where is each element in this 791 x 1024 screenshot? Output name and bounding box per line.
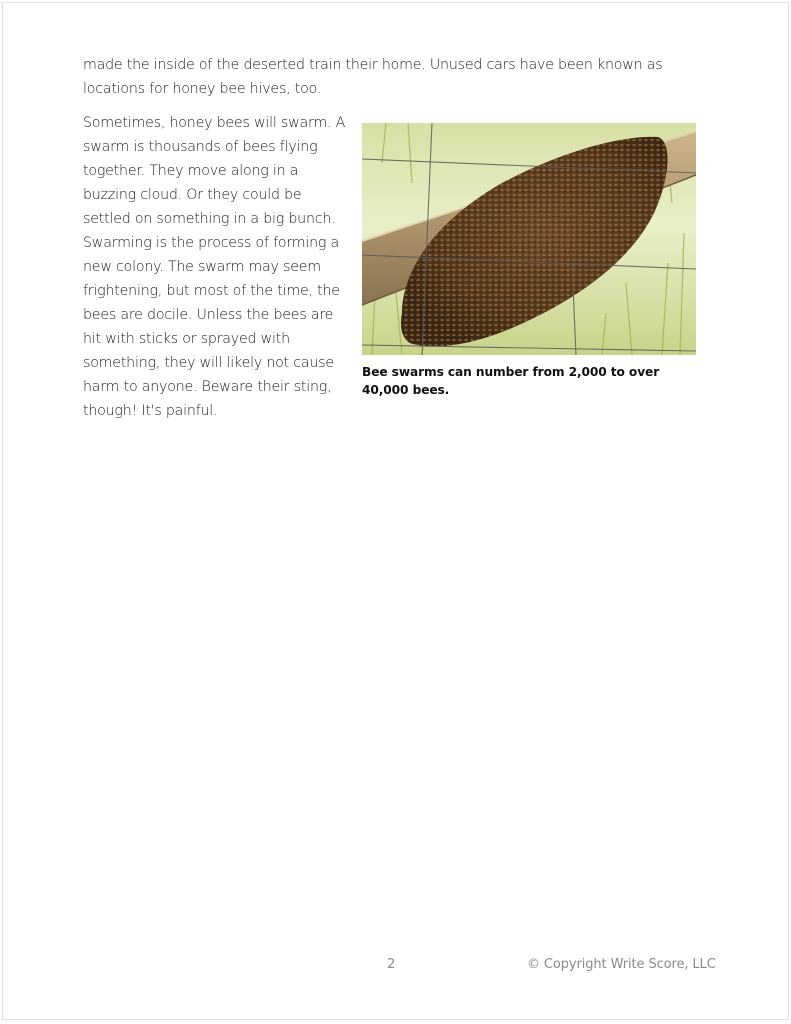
intro-paragraph: made the inside of the deserted train their home. Unused cars have been known as locations for honey bee hives, too. — [83, 57, 663, 97]
document-page — [2, 2, 789, 1020]
copyright-notice: © Copyright Write Score, LLC — [527, 957, 716, 972]
figure — [362, 123, 696, 399]
body-paragraph: Sometimes, honey bees will swarm. A swarm is thousands of bees flying together. They move along in a buzzing cloud. Or they could be settled on something in a big bunch. Swarming is the process of forming a new colony. The swarm may seem frightening, but most of the time, the bees are docile. Unless the bees are hit with sticks or sprayed with something, they will likely not cause harm to anyone. Beware their sting, though! It's painful. — [83, 115, 346, 419]
figure-caption: Bee swarms can number from 2,000 to over 40,000 bees. — [362, 365, 660, 397]
page-number: 2 — [387, 957, 396, 972]
bee-swarm-photo-icon — [362, 123, 696, 355]
